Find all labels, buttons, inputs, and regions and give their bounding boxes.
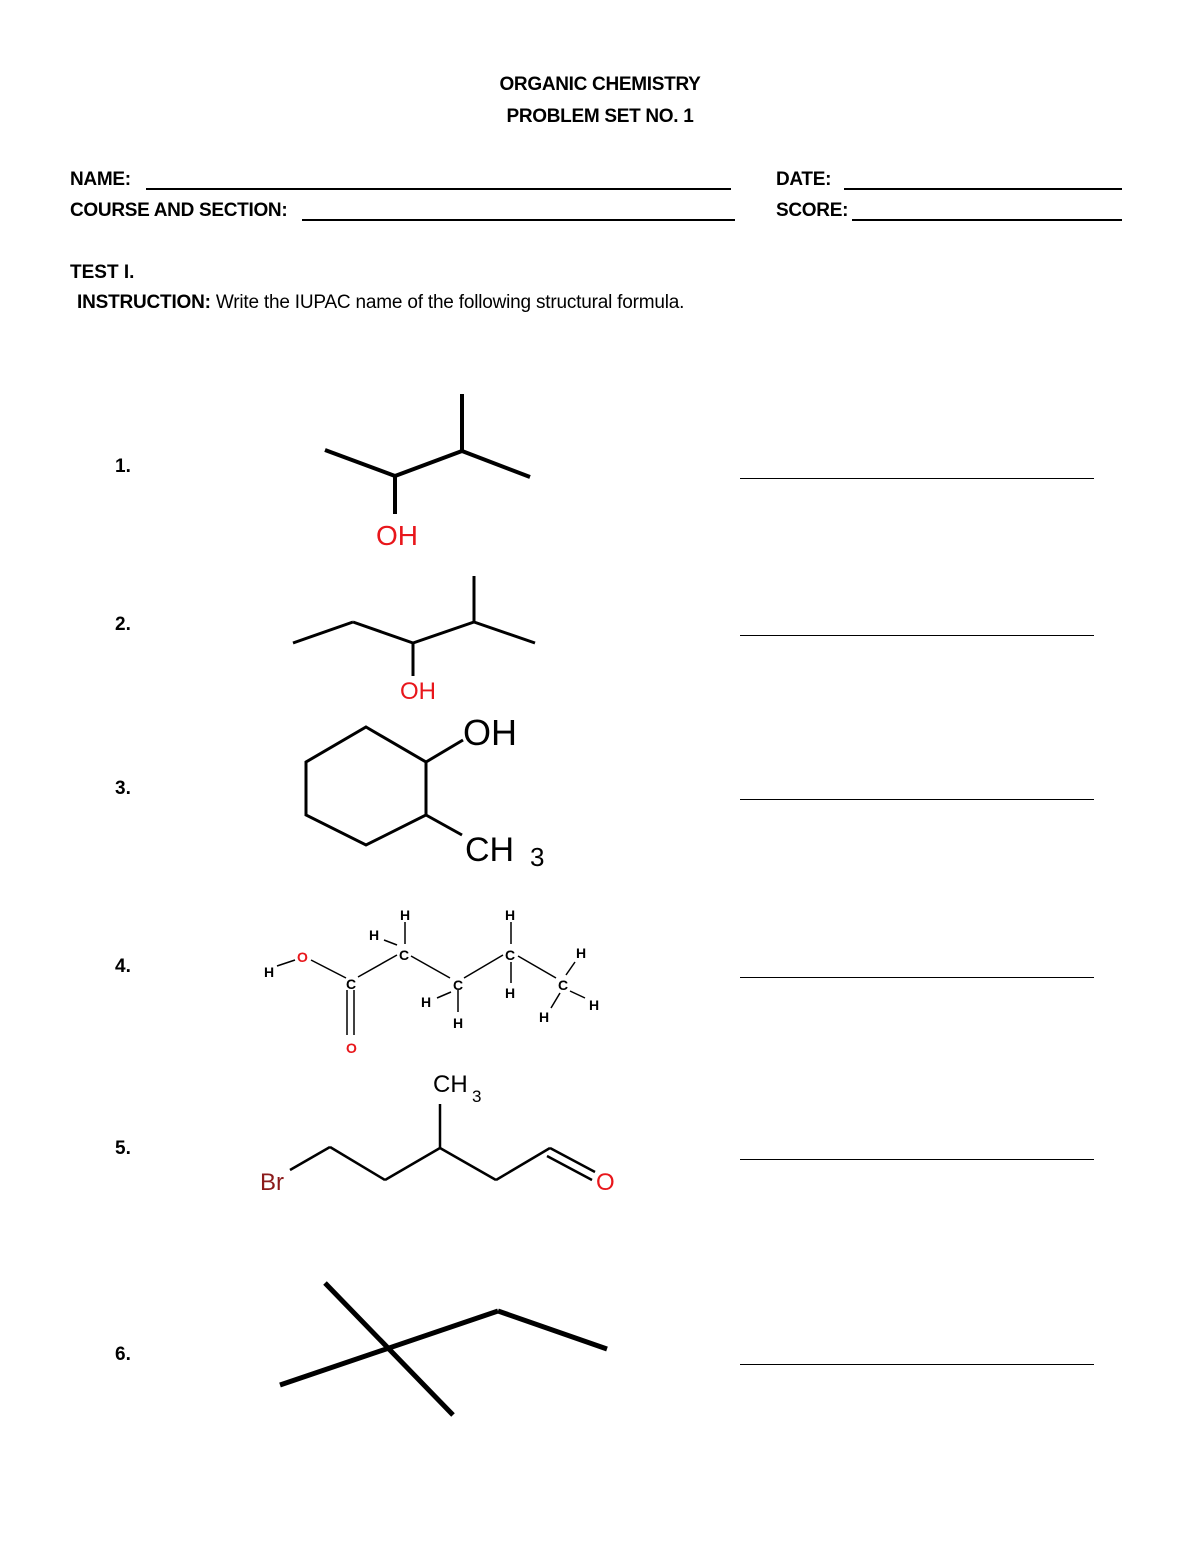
structure-4-atom: C	[453, 977, 464, 993]
structure-3-ch-label: CH	[465, 831, 515, 869]
instruction-text: Write the IUPAC name of the following structural formula.	[210, 292, 685, 313]
structure-4-atom: H	[539, 1009, 550, 1025]
date-label: DATE:	[776, 169, 832, 190]
structure-3-oh-label: OH	[463, 712, 517, 753]
structure-4-atom: H	[453, 1015, 464, 1031]
score-label: SCORE:	[776, 200, 849, 221]
name-label: NAME:	[70, 169, 131, 190]
structure-5-ch-label: CH	[433, 1071, 468, 1098]
page-title: ORGANIC CHEMISTRY	[499, 74, 701, 95]
structure-4-atom: H	[505, 985, 516, 1001]
item-number-2: 2.	[115, 614, 131, 635]
structure-4-atom: C	[505, 947, 516, 963]
structure-1-oh-label: OH	[376, 520, 418, 551]
structure-4-atom: H	[576, 945, 587, 961]
item-number-6: 6.	[115, 1344, 131, 1365]
instruction-label: INSTRUCTION:	[77, 292, 211, 313]
structure-5-subscript: 3	[472, 1087, 482, 1106]
item-number-5: 5.	[115, 1138, 131, 1159]
structure-4-atom: C	[346, 976, 357, 992]
structure-4-atom: O	[346, 1040, 357, 1056]
item-number-3: 3.	[115, 778, 131, 799]
structure-3-subscript: 3	[530, 842, 545, 872]
structure-4-atom: C	[558, 977, 569, 993]
item-number-1: 1.	[115, 456, 131, 477]
structure-4-atom: H	[400, 907, 411, 923]
structure-4-atom: H	[505, 907, 516, 923]
structure-5-o-label: O	[596, 1169, 615, 1196]
answer-line-6[interactable]	[740, 1364, 1094, 1365]
structure-4-atom: H	[264, 964, 275, 980]
structure-4-atom: H	[421, 994, 432, 1010]
item-number-4: 4.	[115, 956, 131, 977]
structure-2-oh-label: OH	[400, 678, 436, 705]
test-label: TEST I.	[70, 262, 135, 283]
page-subtitle: PROBLEM SET NO. 1	[506, 106, 694, 127]
course-section-label: COURSE AND SECTION:	[70, 200, 288, 221]
structure-4-atom: C	[399, 947, 410, 963]
structure-4-atom: H	[369, 927, 380, 943]
structure-5-br-label: Br	[260, 1169, 284, 1196]
structure-4-atom: H	[589, 997, 600, 1013]
structure-4-atom: O	[297, 949, 308, 965]
